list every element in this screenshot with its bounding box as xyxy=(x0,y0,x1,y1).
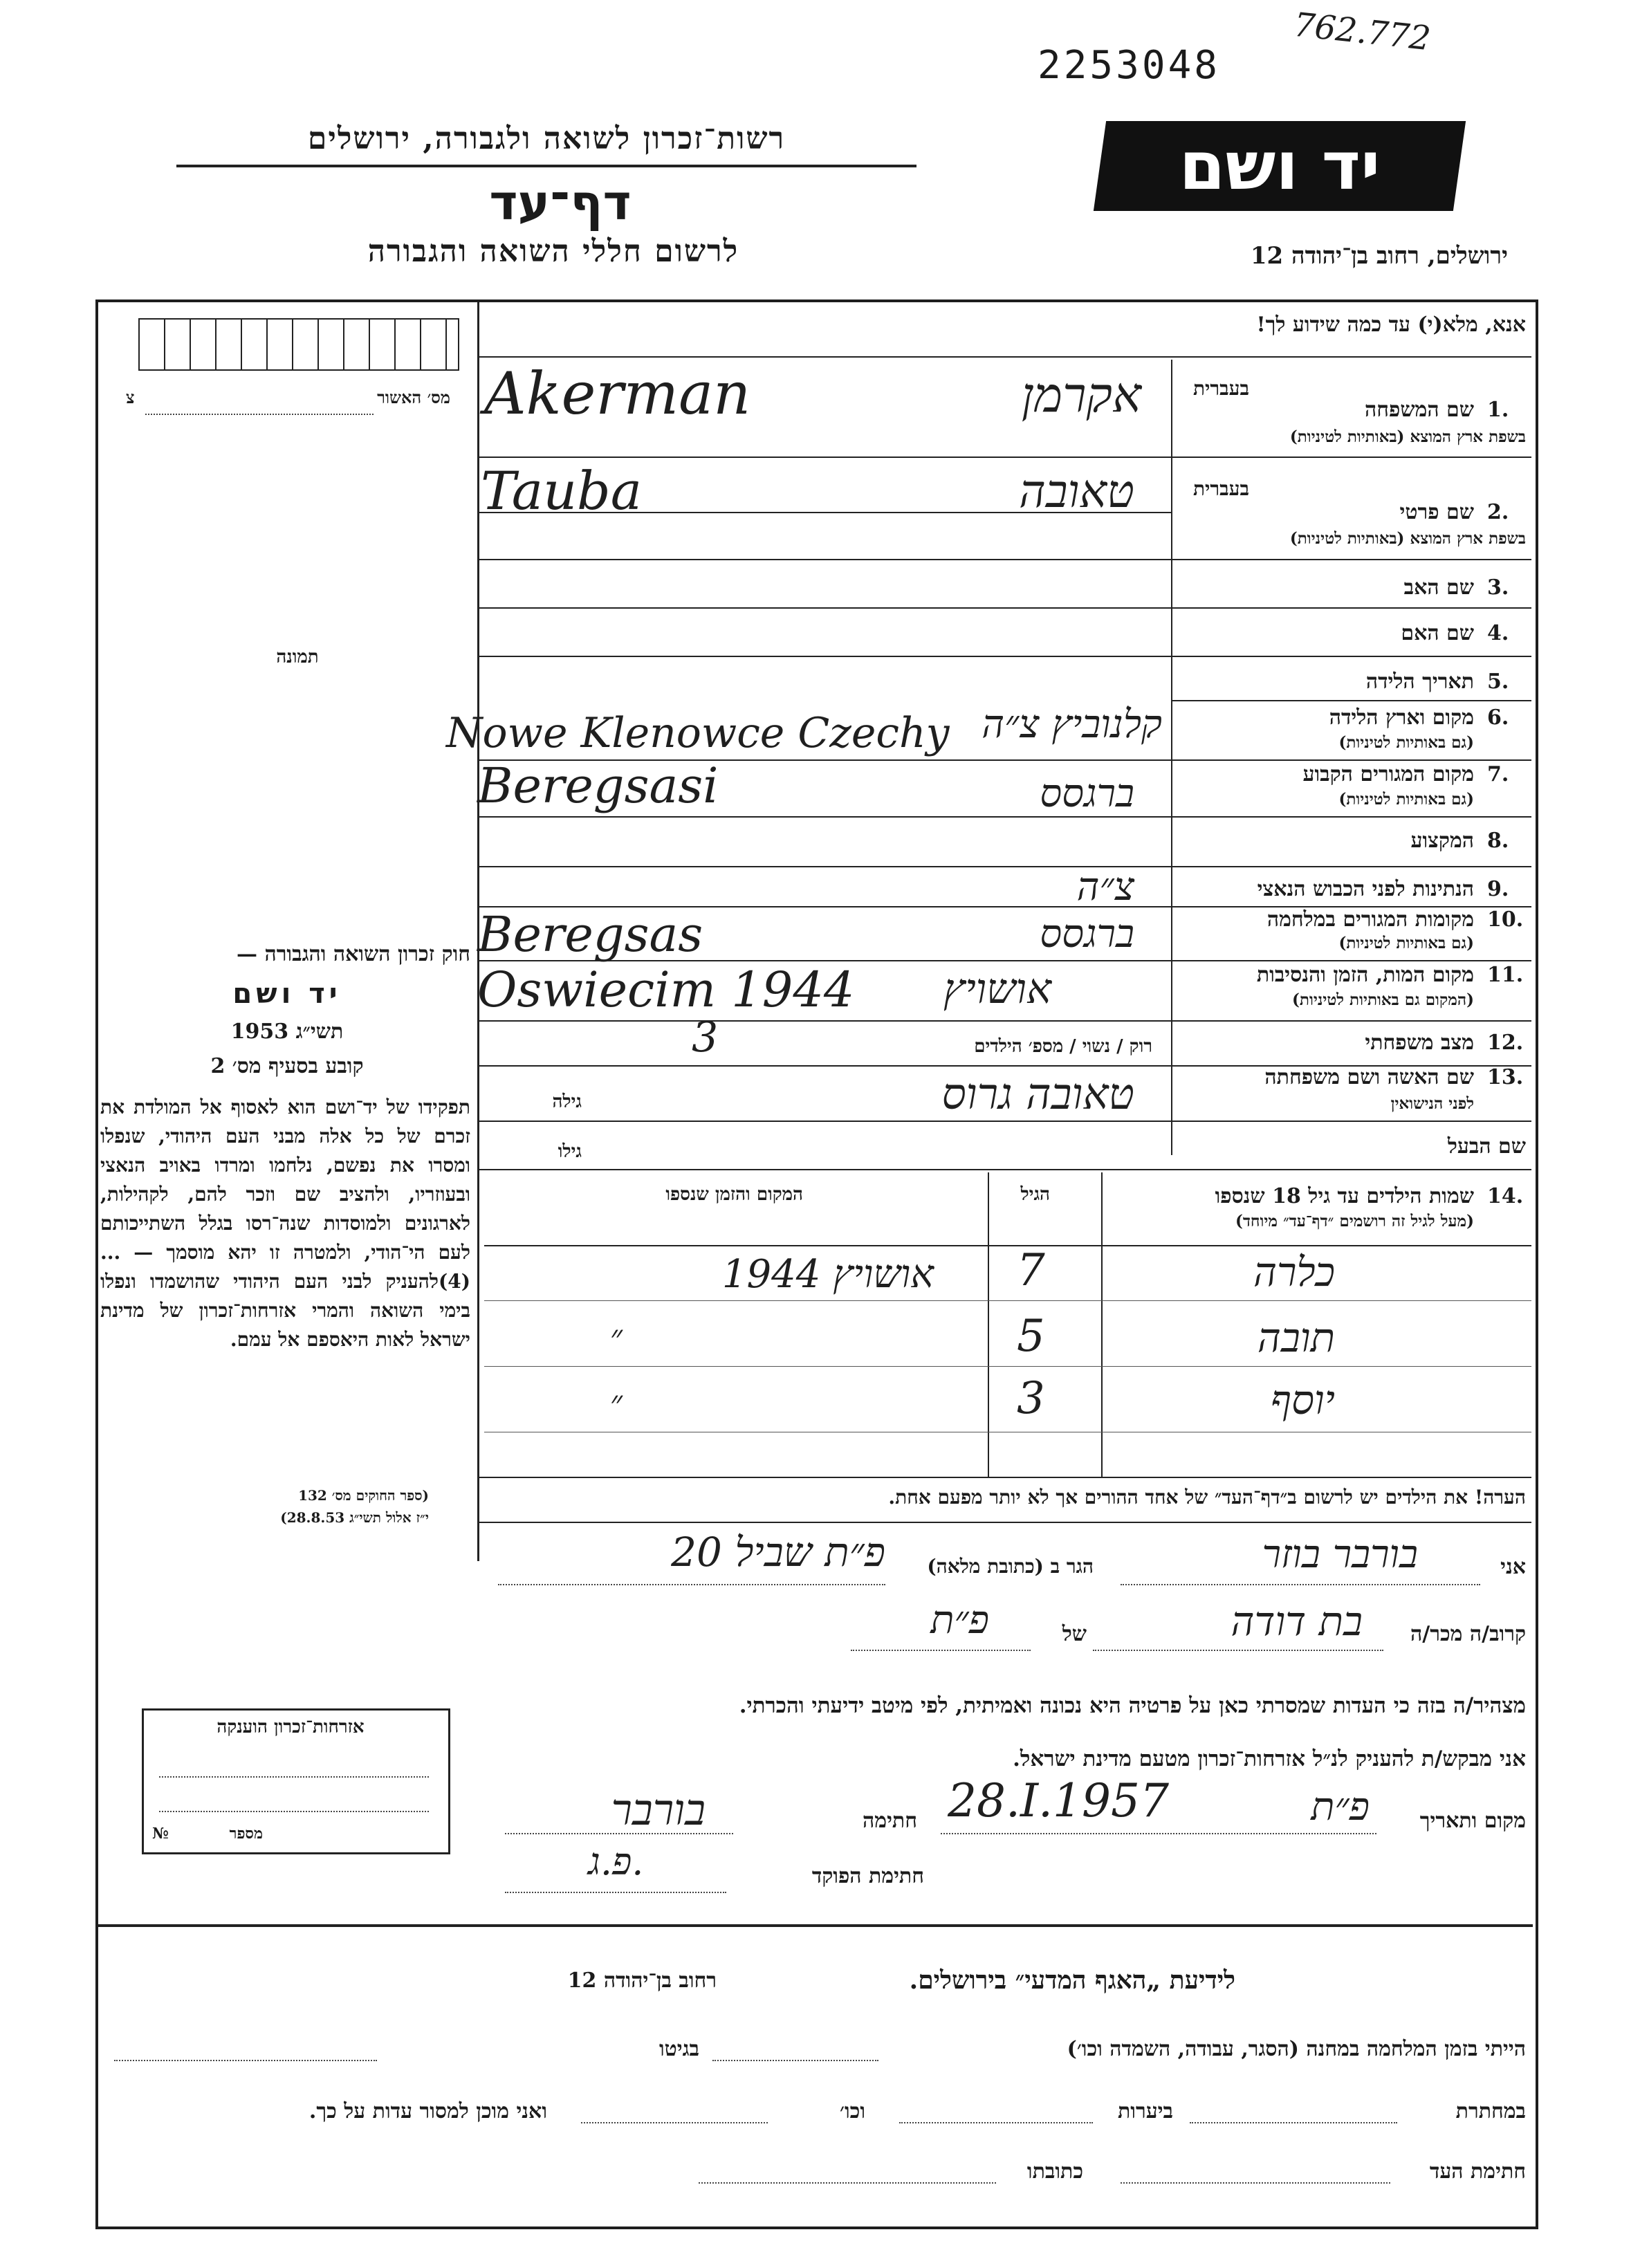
bottom-underground-line xyxy=(1190,2122,1397,2123)
witness-signature-label: חתימת העד xyxy=(1429,2159,1526,2184)
child-2-name: תובה xyxy=(1257,1314,1335,1361)
row-line-husband xyxy=(479,1169,1531,1170)
field-7-number: 7. xyxy=(1487,762,1509,786)
family-name-hebrew: אקרמן xyxy=(1021,367,1141,423)
children-header-line xyxy=(484,1245,1531,1246)
field-12-options: רוק / נשוי / מספ׳ הילדים xyxy=(974,1036,1152,1057)
registration-number-line xyxy=(145,414,374,415)
declaration-statement: מצהיר/ה בזה כי העדות שמסרתי כאן על פרטיה היא נכונה ואמיתית, לפי מיטב ידיעתי והכרתי. xyxy=(739,1693,1526,1718)
child-3-name: יוסף xyxy=(1270,1376,1335,1423)
residence-hebrew: ברגסס xyxy=(1040,771,1134,816)
field-1-latin-note: בשפת ארץ המוצא (באותיות לטיניות) xyxy=(1289,427,1526,446)
row-line-8 xyxy=(479,866,1531,867)
field-8-label: המקצוע xyxy=(1410,829,1474,853)
child-2-place-time: ״ xyxy=(609,1318,623,1356)
field-9-label: הנתינות לפני הכבוש הנאצי xyxy=(1257,877,1474,901)
child-3-age: 3 xyxy=(1017,1373,1045,1424)
handwritten-reference: 762.772 xyxy=(1291,5,1432,59)
law-source-1: (ספר החוקים מס׳ 132 xyxy=(298,1487,429,1504)
law-title: חוק זכרון השואה והגבורה — xyxy=(237,942,470,966)
children-bottom-line xyxy=(479,1477,1531,1478)
children-col-divider-1 xyxy=(988,1172,989,1477)
row-line-2a xyxy=(479,512,1171,513)
row-line-top xyxy=(479,356,1531,358)
field-11-number: 11. xyxy=(1487,963,1524,987)
child-2-age: 5 xyxy=(1017,1311,1045,1362)
bottom-section-divider xyxy=(98,1924,1533,1927)
field-5-label: תאריך הלידה xyxy=(1365,670,1474,694)
death-place-hebrew: אושויץ xyxy=(943,965,1051,1013)
child-1-name: כלרה xyxy=(1253,1248,1335,1296)
witness-signature-line xyxy=(1121,2182,1390,2184)
field-2-label: שם פרטי xyxy=(1399,500,1474,524)
field-7-latin-note: (גם באותיות לטיניות) xyxy=(1338,790,1474,809)
field-14-label: שמות הילדים עד גיל 18 שנספו xyxy=(1215,1184,1474,1208)
witness-address-label: כתובתו xyxy=(1026,2159,1083,2184)
date-value: 28.I.1957 xyxy=(948,1774,1169,1827)
field-11-label: מקום המות, הזמן והנסיבות xyxy=(1256,963,1474,987)
officer-signature-value: פ.ג. xyxy=(588,1840,644,1883)
bottom-testimony-label: ואני מוכן למסור עדות על כך. xyxy=(308,2099,547,2123)
row-line-4 xyxy=(479,656,1531,657)
wartime-residence-latin: Beregsas xyxy=(477,906,703,963)
bottom-camp-line xyxy=(712,2060,878,2061)
column-age-header: הגיל xyxy=(1020,1184,1050,1205)
of-line xyxy=(851,1650,1031,1651)
bottom-ghetto-label: בגיטו xyxy=(658,2037,699,2061)
law-text: תפקידו של יד־ושם הוא לאסוף אל המולדת את זכרם של כל אלה מבני העם היהודי, שנפלו ומסרו את נפשם, נלחמו ומרדו באויב הנאצי ובעוזריו, ולהציב שם וזכר להם, לקהילות, לארגונים ולמוסדות שנה־רסו בגלל השתייכותם לעם הי־הודי, ולמטרה זו יהא מוסמך — ...(4)להעניק לבני העם היהודי שהושמדו ונפלו בימי השואה והמרי אזרחות־זכרון של מדינת ישראל לאות היאספם אל עמם. xyxy=(100,1096,470,1351)
nationality-hebrew: צ״ה xyxy=(1076,865,1134,910)
bottom-underground-label: במחתרת xyxy=(1455,2099,1526,2123)
field-6-number: 6. xyxy=(1487,706,1509,730)
field-1-hebrew-hint: בעברית xyxy=(1192,377,1249,400)
children-col-divider-2 xyxy=(1101,1172,1103,1477)
children-note: הערה! את הילדים יש לרשום ב״דף־העד״ של אחד ההורים אך לא יותר מפעם אחת. xyxy=(888,1486,1526,1509)
form-title: דף־עד xyxy=(489,174,632,231)
signature-label: חתימה xyxy=(863,1809,917,1833)
logo-text: יד ושם xyxy=(1179,127,1381,205)
of-label: של xyxy=(1062,1622,1087,1646)
field-12-number: 12. xyxy=(1487,1031,1524,1055)
place-date-line xyxy=(941,1833,1376,1834)
field-10-label: מקומות המגורים במלחמה xyxy=(1266,907,1474,932)
declarant-name: בורבר בוזר xyxy=(1262,1532,1418,1577)
first-name-hebrew: טאובה xyxy=(1019,465,1134,518)
row-line-1 xyxy=(479,457,1531,458)
child-row-line-1 xyxy=(484,1300,1531,1301)
field-9-number: 9. xyxy=(1487,877,1509,901)
field-2-latin-note: בשפת ארץ המוצא (באותיות לטיניות) xyxy=(1289,529,1526,548)
field-13-label: שם האשה ושם משפחתה xyxy=(1264,1065,1474,1089)
serial-number: 2253048 xyxy=(1038,43,1221,88)
child-3-place-time: ״ xyxy=(609,1383,623,1422)
field-13-sub: לפני הנישואין xyxy=(1390,1094,1474,1113)
birth-place-hebrew: קלנוביץ צ״ה xyxy=(982,702,1162,747)
relation-line xyxy=(1093,1650,1383,1651)
husband-label: שם הבעל xyxy=(1447,1134,1526,1159)
row-line-3 xyxy=(479,607,1531,609)
signature-value: בורבר xyxy=(611,1785,706,1835)
registration-number-label: מס׳ האשור xyxy=(377,387,450,407)
field-4-number: 4. xyxy=(1487,621,1509,645)
row-line-5 xyxy=(1171,700,1531,701)
place-value: פ״ת xyxy=(1311,1785,1370,1829)
officer-signature-line xyxy=(505,1892,726,1893)
law-brand: יד ושם xyxy=(232,978,342,1010)
field-6-label: מקום וארץ הלידה xyxy=(1329,706,1474,730)
family-name-latin: Akerman xyxy=(484,360,751,427)
field-4-label: שם האם xyxy=(1401,621,1474,645)
bottom-address: רחוב בן־יהודה 12 xyxy=(567,1969,717,1993)
memorial-number-label: מספר xyxy=(229,1825,263,1843)
first-name-latin: Tauba xyxy=(481,460,643,522)
child-row-line-2 xyxy=(484,1366,1531,1367)
children-count: 3 xyxy=(692,1013,719,1062)
declarant-prefix: אני xyxy=(1500,1555,1526,1579)
memorial-box-title: אזרחות־זכרון הוענקה xyxy=(216,1717,365,1737)
bottom-forests-label: ביערות xyxy=(1117,2099,1173,2123)
form-subtitle: לרשום חללי השואה והגבורה xyxy=(367,234,739,269)
field-11-latin-note: (המקום גם באותיות לטיניות) xyxy=(1292,990,1474,1009)
field-12-label: מצב משפחתי xyxy=(1365,1031,1474,1055)
officer-signature-label: חתימת הפוקד xyxy=(811,1864,924,1888)
law-source-2: י״ז אלול תשי״ג 28.8.53) xyxy=(280,1509,429,1526)
declarant-address-line xyxy=(498,1584,885,1585)
bottom-etc-line xyxy=(581,2122,768,2123)
row-line-7 xyxy=(479,816,1531,818)
witness-address-line xyxy=(699,2182,996,2184)
header-address: ירושלים, רחוב בן־יהודה 12 xyxy=(1250,242,1508,270)
declarant-name-line xyxy=(1121,1584,1480,1585)
field-14-number: 14. xyxy=(1487,1184,1524,1208)
relation-label: קרוב/ה מכר/ה xyxy=(1410,1622,1526,1646)
law-year: תשי״ג 1953 xyxy=(230,1020,344,1044)
memorial-line-2 xyxy=(159,1811,429,1812)
field-1-number: 1. xyxy=(1487,398,1509,422)
field-5-number: 5. xyxy=(1487,670,1509,694)
row-line-13 xyxy=(479,1121,1531,1122)
photo-label: תמונה xyxy=(276,647,319,667)
place-date-label: מקום ותאריך xyxy=(1419,1809,1526,1833)
declarant-address: פ״ת שביל 20 xyxy=(671,1529,885,1576)
death-place-latin: Oswiecim 1944 xyxy=(477,961,855,1018)
registration-box xyxy=(138,318,459,371)
bottom-line1-label: הייתי בזמן המלחמה במחנה (הסגר, עבודה, השמדה וכו׳) xyxy=(1067,2037,1526,2061)
declaration-request: אני מבקש/ת להעניק לנ״ל אזרחות־זכרון מטעם מדינת ישראל. xyxy=(1013,1746,1526,1771)
field-6-latin-note: (גם באותיות לטיניות) xyxy=(1338,733,1474,752)
registration-mark: צ xyxy=(126,387,135,407)
row-line-2 xyxy=(479,559,1531,560)
note-line xyxy=(479,1522,1531,1523)
birth-place-latin: Nowe Klenowce Czechy xyxy=(446,709,950,757)
spouse-name: טאובה גרוס xyxy=(941,1069,1134,1119)
bottom-ghetto-line xyxy=(114,2060,377,2061)
residing-label: הגר ב (כתובת מלאה) xyxy=(927,1555,1094,1578)
authority-title: רשות־זכרון לשואה ולגבורה, ירושלים xyxy=(307,121,786,156)
memorial-no-sign: № xyxy=(152,1825,169,1843)
field-13-number: 13. xyxy=(1487,1065,1524,1089)
child-1-place-time: אושויץ 1944 xyxy=(721,1252,934,1297)
row-line-11 xyxy=(479,1020,1531,1022)
header-rule xyxy=(176,165,916,167)
spouse-age-label: גילה xyxy=(552,1091,582,1112)
form-instruction: אנא, מלא(י) עד כמה שידוע לך! xyxy=(1256,313,1526,337)
field-2-number: 2. xyxy=(1487,500,1509,524)
field-1-label: שם המשפחה xyxy=(1364,398,1474,422)
residence-latin: Beregsasi xyxy=(477,757,719,814)
column-place-time-header: המקום והזמן שנספו xyxy=(665,1184,803,1205)
bottom-etc-label: וכו׳ xyxy=(840,2099,865,2123)
field-7-label: מקום המגורים הקבוע xyxy=(1302,762,1474,786)
field-3-label: שם האב xyxy=(1403,575,1474,600)
law-clause: קובע בסעיף מס׳ 2 xyxy=(210,1054,364,1078)
field-10-number: 10. xyxy=(1487,907,1524,932)
field-3-number: 3. xyxy=(1487,575,1509,600)
bottom-title: לידיעת „האגף המדעי״ בירושלים. xyxy=(909,1966,1235,1995)
field-2-hebrew-hint: בעברית xyxy=(1192,477,1249,500)
husband-age-label: גילו xyxy=(558,1141,582,1162)
relation-value: בת דודה xyxy=(1231,1598,1363,1645)
memorial-line-1 xyxy=(159,1776,429,1778)
field-8-number: 8. xyxy=(1487,829,1509,853)
field-10-latin-note: (גם באותיות לטיניות) xyxy=(1338,934,1474,952)
field-14-sub: (מעל לגיל זה רושמים ״דף־עד״ מיוחד) xyxy=(1235,1212,1474,1230)
label-column-divider xyxy=(1171,360,1172,1155)
of-value: פ״ת xyxy=(930,1598,989,1643)
bottom-forests-line xyxy=(899,2122,1093,2123)
wartime-residence-hebrew: ברגסס xyxy=(1040,912,1134,957)
child-1-age: 7 xyxy=(1017,1245,1045,1296)
signature-line xyxy=(505,1833,733,1834)
